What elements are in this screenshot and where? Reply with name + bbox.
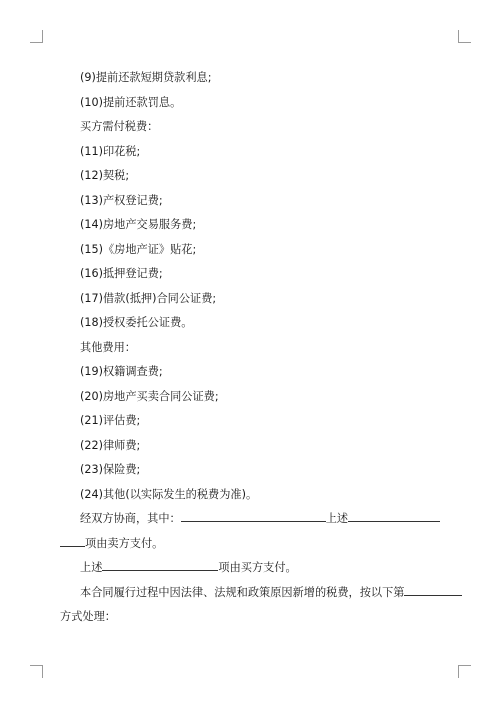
negotiation-tail: 项由卖方支付。 — [85, 536, 164, 550]
fee-item: (10)提前还款罚息。 — [80, 95, 182, 109]
blank-field[interactable] — [181, 510, 326, 522]
negotiation-clause — [60, 507, 445, 532]
fee-item: (15)《房地产证》贴花; — [80, 242, 197, 256]
fee-item: (11)印花税; — [80, 144, 141, 158]
negotiation-prefix: 经双方协商，其中： — [80, 512, 181, 525]
blank-field[interactable] — [102, 559, 218, 571]
document-body — [60, 66, 445, 630]
new-taxes-text: 本合同履行过程中因法律、法规和政策原因新增的税费，按以下第 — [80, 585, 405, 599]
negotiation-mid: 上述 — [325, 512, 349, 525]
fee-item: (14)房地产交易服务费; — [80, 218, 197, 231]
fee-item: (24)其他(以实际发生的税费为准)。 — [80, 487, 258, 501]
fee-item: (13)产权登记费; — [80, 193, 163, 207]
blank-field[interactable] — [348, 510, 440, 522]
buyer-pays-tail: 项由买方支付。 — [218, 561, 297, 574]
fee-item: (12)契税; — [80, 169, 130, 182]
crop-mark-bottom-left — [30, 665, 43, 678]
fee-item: (9)提前还款短期贷款利息; — [80, 71, 212, 84]
crop-mark-top-right — [458, 30, 471, 43]
crop-mark-bottom-right — [458, 665, 471, 678]
fee-item: (17)借款(抵押)合同公证费; — [80, 291, 217, 305]
blank-field[interactable] — [60, 535, 85, 547]
blank-field[interactable] — [404, 584, 462, 596]
fee-item: (20)房地产买卖合同公证费; — [80, 389, 219, 403]
section-heading-buyer-fees: 买方需付税费： — [80, 120, 159, 133]
fee-item: (21)评估费; — [80, 414, 141, 427]
fee-item: (22)律师费; — [80, 438, 141, 452]
fee-item: (23)保险费; — [80, 463, 141, 476]
new-taxes-clause-cont: 方式处理： — [60, 610, 116, 623]
fee-item: (16)抵押登记费; — [80, 267, 163, 280]
section-heading-other-fees: 其他费用： — [80, 340, 136, 354]
fee-item: (19)权籍调查费; — [80, 365, 163, 378]
buyer-pays-prefix: 上述 — [80, 561, 103, 574]
crop-mark-top-left — [30, 30, 43, 43]
negotiation-clause-cont — [60, 532, 445, 557]
buyer-pays-clause — [60, 556, 445, 581]
new-taxes-clause — [60, 581, 445, 606]
fee-item: (18)授权委托公证费。 — [80, 316, 193, 329]
